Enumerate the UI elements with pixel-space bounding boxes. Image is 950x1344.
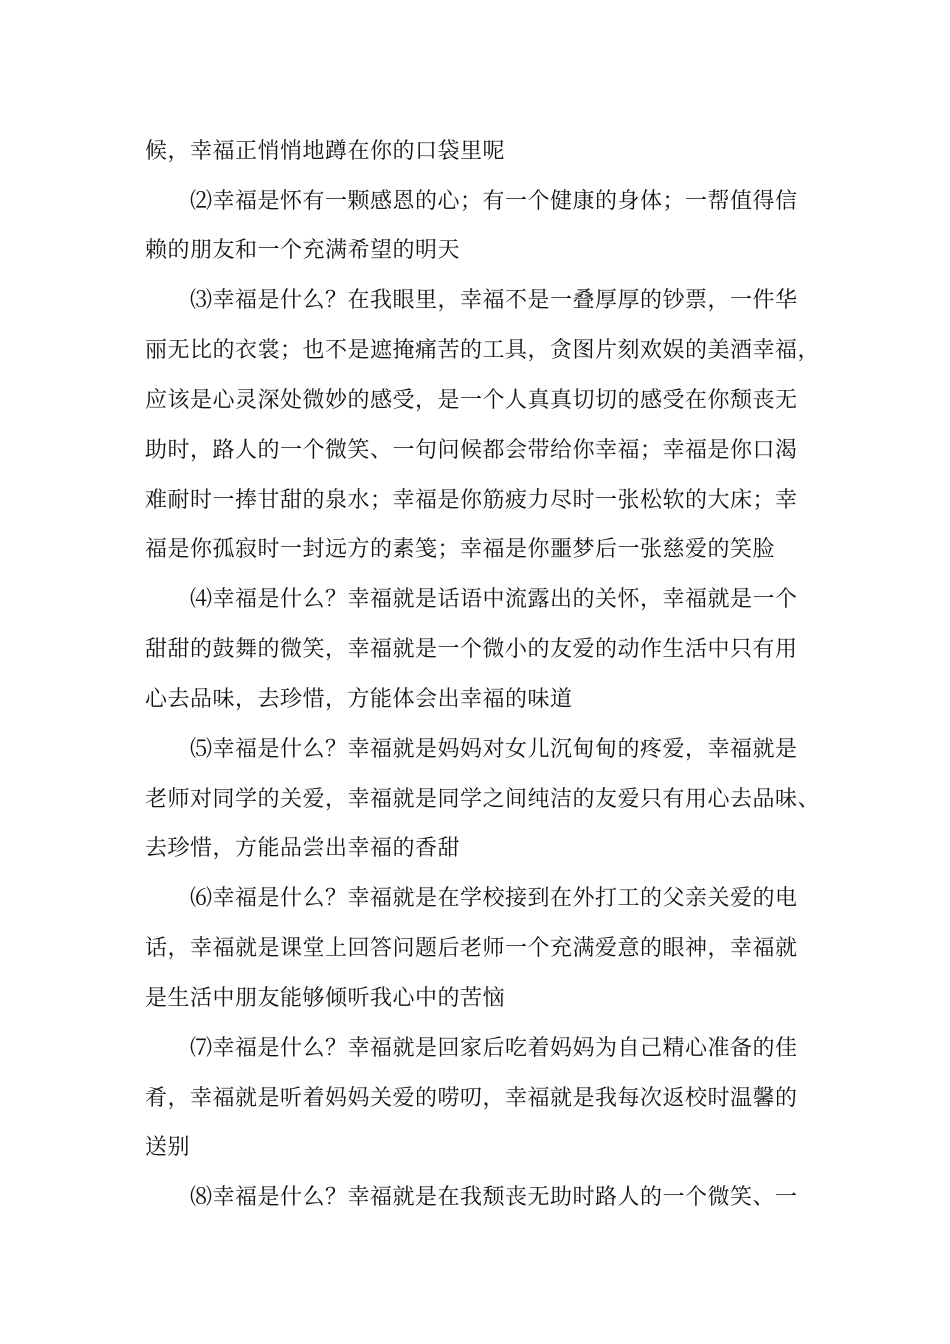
text-line: 丽无比的衣裳；也不是遮掩痛苦的工具，贪图片刻欢娱的美酒幸福， (145, 338, 821, 363)
text-line: 助时，路人的一个微笑、一句问候都会带给你幸福；幸福是你口渴 (145, 438, 798, 463)
text-line: ⑷幸福是什么？幸福就是话语中流露出的关怀，幸福就是一个 (190, 587, 798, 612)
text-line: 心去品味，去珍惜，方能体会出幸福的味道 (145, 687, 573, 712)
text-line: 难耐时一捧甘甜的泉水；幸福是你筋疲力尽时一张松软的大床；幸 (145, 488, 798, 513)
text-line: ⑹幸福是什么？幸福就是在学校接到在外打工的父亲关爱的电 (190, 886, 798, 911)
text-line: 甜甜的鼓舞的微笑，幸福就是一个微小的友爱的动作生活中只有用 (145, 637, 798, 662)
text-line: ⑺幸福是什么？幸福就是回家后吃着妈妈为自己精心准备的佳 (190, 1036, 798, 1061)
text-line: 肴，幸福就是听着妈妈关爱的唠叨，幸福就是我每次返校时温馨的 (145, 1086, 798, 1111)
text-line: 赖的朋友和一个充满希望的明天 (145, 238, 461, 263)
text-line: ⑻幸福是什么？幸福就是在我颓丧无助时路人的一个微笑、一 (190, 1185, 798, 1210)
text-line: 话，幸福就是课堂上回答问题后老师一个充满爱意的眼神，幸福就 (145, 936, 798, 961)
text-line: ⑸幸福是什么？幸福就是妈妈对女儿沉甸甸的疼爱，幸福就是 (190, 737, 798, 762)
text-line: 应该是心灵深处微妙的感受，是一个人真真切切的感受在你颓丧无 (145, 388, 798, 413)
text-line: ⑶幸福是什么？在我眼里，幸福不是一叠厚厚的钞票，一件华 (190, 288, 798, 313)
text-line: 福是你孤寂时一封远方的素笺；幸福是你噩梦后一张慈爱的笑脸 (145, 537, 776, 562)
text-line: 是生活中朋友能够倾听我心中的苦恼 (145, 986, 506, 1011)
text-line: ⑵幸福是怀有一颗感恩的心；有一个健康的身体；一帮值得信 (190, 189, 798, 214)
text-line: 送别 (145, 1135, 191, 1160)
text-line: 老师对同学的关爱，幸福就是同学之间纯洁的友爱只有用心去品味、 (145, 787, 821, 812)
text-line: 候，幸福正悄悄地蹲在你的口袋里呢 (145, 139, 506, 164)
text-line: 去珍惜，方能品尝出幸福的香甜 (145, 836, 461, 861)
